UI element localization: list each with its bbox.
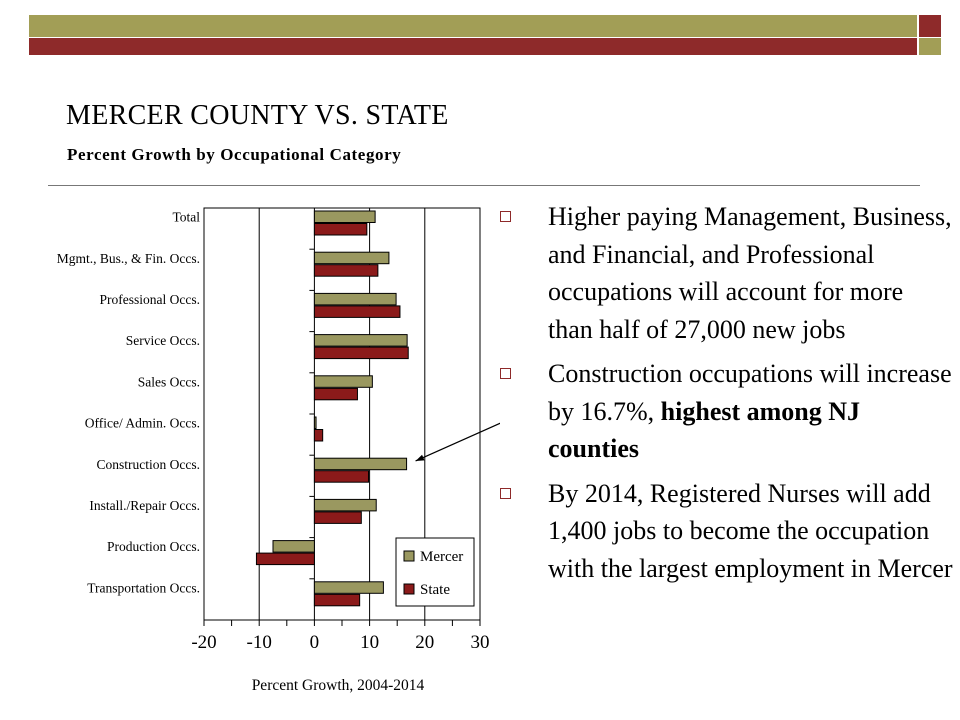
bar-mercer	[273, 541, 314, 553]
bar-mercer	[314, 417, 316, 429]
bullet-item	[498, 198, 953, 348]
legend-swatch	[404, 584, 414, 594]
bar-mercer	[314, 458, 406, 470]
header-square-maroon	[919, 15, 941, 37]
header-square-olive	[919, 38, 941, 55]
category-label: Service Occs.	[125, 333, 200, 349]
category-label: Install./Repair Occs.	[89, 498, 200, 513]
bullet-square-icon	[500, 211, 511, 222]
x-tick-label: 20	[415, 632, 435, 653]
bar-state	[314, 265, 377, 277]
bar-mercer	[314, 376, 372, 388]
bar-state	[314, 306, 400, 318]
x-tick-label: 30	[470, 632, 490, 653]
category-label: Production Occs.	[107, 539, 200, 555]
bullet-item	[498, 355, 953, 468]
growth-bar-chart	[0, 190, 500, 700]
slide-title: MERCER COUNTY VS. STATE	[66, 100, 449, 131]
category-label: Transportation Occs.	[87, 580, 200, 596]
x-tick-label: -20	[191, 632, 217, 653]
bullet-text: By 2014, Registered Nurses will add 1,400 jobs to become the occupation with the largest employment in Mercer	[548, 478, 953, 583]
category-label: Sales Occs.	[137, 374, 200, 390]
bar-state	[314, 388, 357, 400]
bar-mercer	[314, 252, 389, 264]
category-label: Total	[172, 209, 200, 225]
x-tick-label: 0	[309, 632, 320, 653]
bar-state	[314, 224, 366, 236]
bar-state	[314, 430, 322, 442]
slide-subtitle: Percent Growth by Occupational Category	[67, 145, 402, 164]
bar-state	[256, 553, 314, 565]
bullet-list	[498, 198, 953, 594]
bullet-item	[498, 475, 953, 588]
category-label: Construction Occs.	[96, 456, 200, 472]
header-band-maroon	[29, 38, 917, 55]
bullet-bold-text: highest among NJ counties	[548, 396, 861, 463]
legend-label: Mercer	[420, 549, 464, 565]
bullet-text: Construction occupations will increase by 16.7%,	[548, 359, 952, 426]
bar-state	[314, 471, 368, 483]
title-divider	[48, 185, 920, 186]
bullet-square-icon	[500, 488, 511, 499]
category-label: Professional Occs.	[99, 292, 200, 307]
bar-state	[314, 512, 361, 524]
bar-mercer	[314, 582, 383, 594]
category-label: Office/ Admin. Occs.	[84, 415, 200, 431]
bar-mercer	[314, 335, 407, 347]
bar-state	[314, 594, 359, 606]
bar-mercer	[314, 211, 375, 223]
x-axis-label: Percent Growth, 2004-2014	[251, 677, 425, 694]
bullet-text: Higher paying Management, Business, and Financial, and Professional occupations will account for more than half of 27,000 new jobs	[548, 202, 952, 344]
category-label: Mgmt., Bus., & Fin. Occs.	[56, 250, 200, 266]
header-band-olive	[29, 15, 917, 37]
bar-mercer	[314, 293, 396, 305]
legend-label: State	[420, 582, 450, 598]
bullet-square-icon	[500, 368, 511, 379]
bar-mercer	[314, 499, 376, 511]
legend-swatch	[404, 551, 414, 561]
bar-state	[314, 347, 408, 359]
x-tick-label: -10	[246, 632, 272, 653]
x-tick-label: 10	[360, 632, 380, 653]
